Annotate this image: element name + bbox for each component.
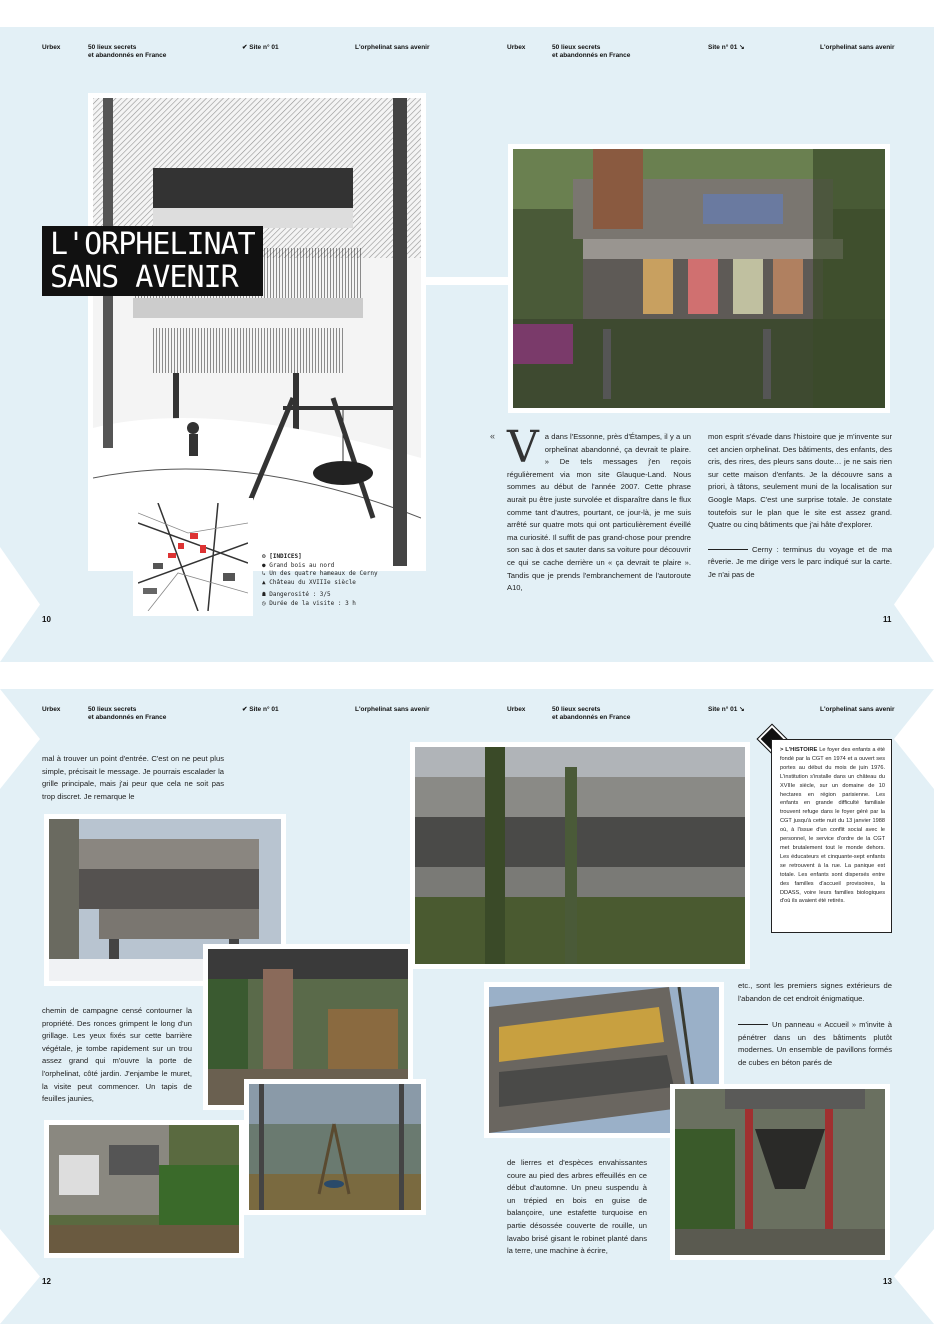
article-text: Un panneau « Accueil » m'invite à pénétrer dans un des bâtiments plutôt modernes. Un ensemble de pavillons formés de cubes en béton parés de — [738, 1020, 892, 1067]
graffiti-wall-photo — [44, 1120, 244, 1258]
corner-wedge-right — [894, 547, 934, 662]
article-column-p13-right-b — [738, 1019, 892, 1069]
header-subtitle-line1: 50 lieux secrets — [552, 706, 601, 713]
indices-item: ● Grand bois au nord — [262, 561, 335, 569]
graffiti-building-image — [513, 149, 885, 408]
indices-item: ▲ Château du XVIIIe siècle — [262, 578, 356, 586]
spread-pages-10-11 — [0, 27, 934, 662]
visit-duration: ◷ Durée de la visite : 3 h — [262, 599, 356, 607]
corner-wedge-left — [0, 547, 40, 662]
header-subtitle-line2: et abandonnés en France — [88, 714, 167, 721]
spread-pages-12-13 — [0, 689, 934, 1324]
page-number-10: 10 — [42, 615, 51, 624]
header-section-left: Urbex — [42, 44, 61, 51]
header-subtitle-right — [552, 44, 630, 60]
history-label: > L'HISTOIRE — [780, 747, 818, 753]
playground-photo — [244, 1079, 426, 1215]
header-site-right: Site n° 01 ↘ — [708, 44, 745, 51]
indices-item: ↳ Un des quatre hameaux de Cerny — [262, 570, 378, 577]
page-title — [42, 226, 263, 296]
indices-heading: ⊙ [INDICES] — [262, 553, 302, 560]
header-site-right: Site n° 01 ↘ — [708, 706, 745, 713]
header-site-left: ✔ Site n° 01 — [242, 706, 279, 713]
indices-box — [262, 553, 378, 608]
article-column-1 — [507, 422, 691, 595]
paragraph-rule — [708, 549, 748, 550]
header-chapter-left: L'orphelinat sans avenir — [355, 44, 430, 51]
page-number-12: 12 — [42, 1277, 51, 1286]
title-line1: L'ORPHELINAT — [50, 227, 255, 262]
header-subtitle-line1: 50 lieux secrets — [552, 44, 601, 51]
location-map — [133, 498, 253, 616]
danger-rating: ☗ Dangerosité : 3/5 — [262, 591, 331, 598]
header-section-right: Urbex — [507, 44, 526, 51]
history-text: Le foyer des enfants a été fondé par la CGT en 1974 et a ouvert ses portes au début du mois de juin 1976. L'institution s'installe dans un château du XVIIIe siècle, sur un domaine de 10 hectares en région parisienne. Les enfants en grande difficulté familiale trouvent refuge dans le foyer géré par la CGT jusqu'à cette nuit du 13 janvier 1988 où, à l'issue d'un conflit social avec le personnel, le service d'ordre de la CGT met brutalement tout le monde dehors. Les éducateurs et cinquante-sept enfants se retrouvent à la rue. La panique est totale. Les enfants sont dispersés entre des familles d'accueil provisoires, la DDASS, voire leurs familles biologiques d'où ils avaient été retirés. — [780, 747, 886, 905]
article-text: a dans l'Essonne, près d'Étampes, il y a un orphelinat abandonné, ça devrait te plaire. » De tels messages j'en reçois régulièrement via mon site Glauque-Land. Nous sommes au début de l'année 2007. Cette phrase aurait pu être juste survolée et disparaître dans le flux comme tant d'autres, pourtant, ce jour-là, je me suis arrêté sur quatre mots qui ont particulièrement éveillé ma curiosité. Il suffit de pas grand-chose pour prendre son sac à dos et sauter dans sa voiture pour découvrir ce qui se cache derrière un « ça devrait te plaire ». Tandis que je prends l'embranchement de l'autoroute A10, — [507, 432, 691, 593]
building-photo-main — [508, 144, 890, 413]
header-subtitle-line2: et abandonnés en France — [552, 714, 631, 721]
header-subtitle-line2: et abandonnés en France — [552, 52, 631, 59]
header-subtitle-left — [88, 706, 166, 722]
header-subtitle-line1: 50 lieux secrets — [88, 706, 137, 713]
header-section-left: Urbex — [42, 706, 61, 713]
page-number-11: 11 — [883, 615, 892, 624]
opening-quote-mark: « — [490, 431, 496, 441]
header-chapter-right: L'orphelinat sans avenir — [820, 44, 895, 51]
header-chapter-left: L'orphelinat sans avenir — [355, 706, 430, 713]
article-column-p12-top: mal à trouver un point d'entrée. C'est on ne peut plus simple, précisait le message. Je pourrais escalader la grille principale, mais j'ai peur que cela ne soit pas trop discret. Je remarque le — [42, 754, 224, 801]
header-subtitle-line2: et abandonnés en France — [88, 52, 167, 59]
history-sidebar — [771, 739, 892, 933]
page-number-13: 13 — [883, 1277, 892, 1286]
header-subtitle-line1: 50 lieux secrets — [88, 44, 137, 51]
header-site-left: ✔ Site n° 01 — [242, 44, 279, 51]
ivy-building-image — [415, 747, 745, 964]
corridor-image — [675, 1089, 885, 1255]
corner-wedge-right — [894, 689, 934, 789]
dropcap-letter: V — [507, 422, 539, 473]
header-section-right: Urbex — [507, 706, 526, 713]
map-image — [138, 503, 248, 611]
connector-band — [420, 277, 510, 285]
header-chapter-right: L'orphelinat sans avenir — [820, 706, 895, 713]
corridor-photo — [670, 1084, 890, 1260]
article-column-p13-right-a: etc., sont les premiers signes extérieurs de l'abandon de cet endroit énigmatique. — [738, 981, 892, 1003]
article-column-p12-middle: chemin de campagne censé contourner la propriété. Des ronces grimpent le long d'un grillage. Les yeux fixés sur cette barrière végétale, je tombe rapidement sur un trou assez grand qui m'ouvre la porte de l'orphelinat, côté jardin. J'enjambe le muret, la visite peut commencer. Un tapis de feuilles jaunies, — [42, 1006, 192, 1104]
header-subtitle-left — [88, 44, 166, 60]
article-column-p13-bottom: de lierres et d'espèces envahissantes coure au pied des arbres effeuillés en ce début d'automne. Un pneu suspendu à un trépied en bois en guise de balançoire, une estafette turquoise en partie désossée couverte de rouille, un lavabo brisé gisant le robinet planté dans la terre, une machine à écrire, — [507, 1158, 647, 1256]
corner-wedge-left — [0, 689, 40, 789]
corner-wedge-bottom-left — [0, 1229, 40, 1324]
corner-wedge-bottom-right — [894, 1229, 934, 1324]
ivy-building-photo — [410, 742, 750, 969]
paragraph-rule — [738, 1024, 768, 1025]
article-text: Cerny : terminus du voyage et de ma rêverie. Je me dirige vers le parc indiqué sur la carte. Je n'ai pas de — [708, 544, 892, 579]
header-subtitle-right — [552, 706, 630, 722]
article-text: mon esprit s'évade dans l'histoire que je m'invente sur cet ancien orphelinat. Des bâtiments, des enfants, des cris, des rires, des pleurs sans doute… je ne sais rien sur cette maison d'enfants. Je la découvre sans a priori, à tâtons, seulement muni de la localisation sur Google Maps. C'est une surprise totale. Je constate toutefois sur le plan que le site est assez grand. Quatre ou cinq bâtiments que j'ai hâte d'explorer. — [708, 432, 892, 530]
tripod-swing-image — [249, 1084, 421, 1210]
graffiti-wall-image — [49, 1125, 239, 1253]
pen-drawing-image — [93, 98, 421, 566]
article-column-2 — [708, 431, 892, 582]
title-line2: SANS AVENIR — [50, 260, 238, 295]
